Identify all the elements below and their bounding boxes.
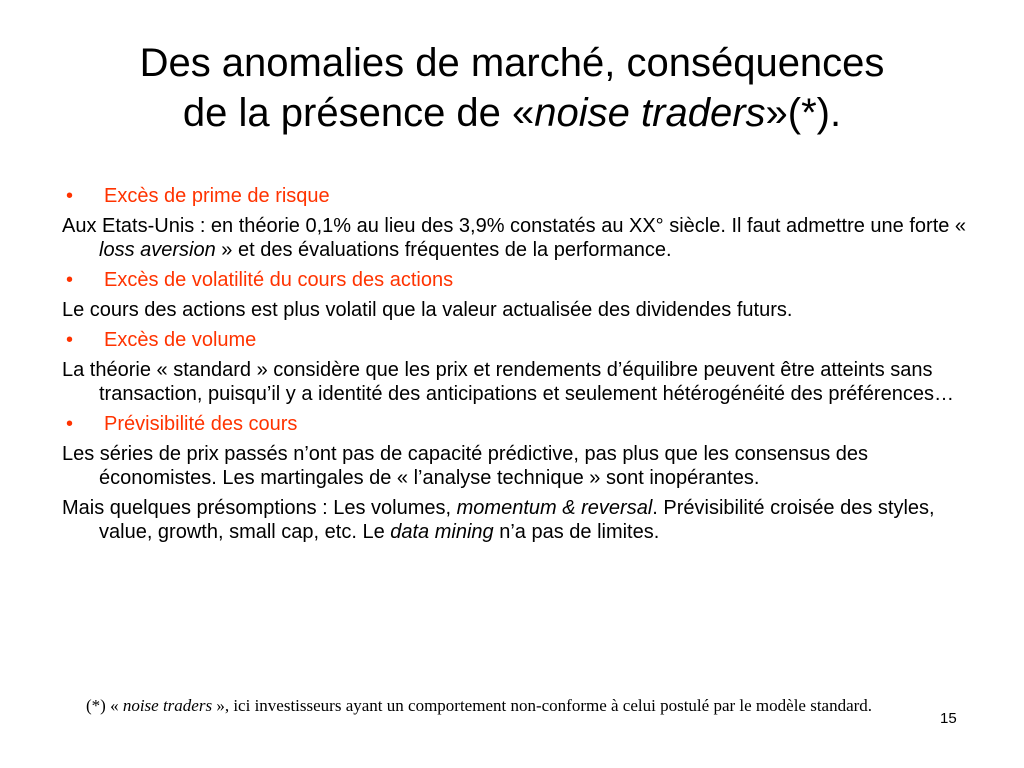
page-number: 15 (940, 710, 957, 727)
paragraph-risk-premium (62, 214, 972, 262)
bullet-heading: Excès de volume (104, 329, 257, 351)
slide-body (62, 184, 972, 550)
bullet-risk-premium (62, 184, 972, 208)
paragraph-italic: loss aversion (99, 239, 216, 261)
slide-title-line2-suffix: »(*). (765, 91, 842, 135)
bullet-volume (62, 328, 972, 352)
slide-title-line2-prefix: de la présence de « (182, 91, 535, 135)
paragraph-volatility: Le cours des actions est plus volatil que la valeur actualisée des dividendes futurs. (62, 299, 793, 321)
paragraph-text: Mais quelques présomptions : Les volumes, (62, 497, 457, 519)
footnote-prefix: (*) « (86, 696, 123, 715)
bullet-heading: Excès de prime de risque (104, 185, 330, 207)
paragraph-text: » et des évaluations fréquentes de la performance. (215, 239, 672, 261)
bullet-heading: Prévisibilité des cours (104, 413, 298, 435)
paragraph-presumptions (62, 496, 972, 544)
paragraph-text: n’a pas de limites. (493, 521, 660, 543)
footnote-italic: noise traders (122, 696, 213, 715)
paragraph-volume: La théorie « standard » considère que les prix et rendements d’équilibre peuvent être atteints sans transaction, puisqu’il y a identité des anticipations et seulement hétérogénéité des préférences… (62, 359, 954, 405)
slide-title-line1: Des anomalies de marché, conséquences (139, 41, 885, 85)
bullet-dot: • (66, 185, 74, 207)
bullet-volatility (62, 268, 972, 292)
bullet-dot: • (66, 269, 74, 291)
bullet-dot: • (66, 329, 74, 351)
paragraph-text: Aux Etats-Unis : en théorie 0,1% au lieu des 3,9% constatés au XX° siècle. Il faut admettre une forte « (62, 215, 967, 237)
slide-title-line2-italic: noise traders (534, 91, 766, 135)
slide-title (40, 38, 984, 138)
footnote (86, 696, 936, 716)
paragraph-text: . Prévisibilité croisée des styles, value, growth, small cap, etc. Le (99, 497, 935, 543)
bullet-heading: Excès de volatilité du cours des actions (104, 269, 454, 291)
footnote-suffix: », ici investisseurs ayant un comportement non-conforme à celui postulé par le modèle standard. (212, 696, 873, 715)
paragraph-predictability: Les séries de prix passés n’ont pas de capacité prédictive, pas plus que les consensus des économistes. Les martingales de « l’analyse technique » sont inopérantes. (62, 443, 869, 489)
paragraph-italic: momentum & reversal (456, 497, 653, 519)
paragraph-italic: data mining (390, 521, 494, 543)
bullet-dot: • (66, 413, 74, 435)
bullet-predictability (62, 412, 972, 436)
